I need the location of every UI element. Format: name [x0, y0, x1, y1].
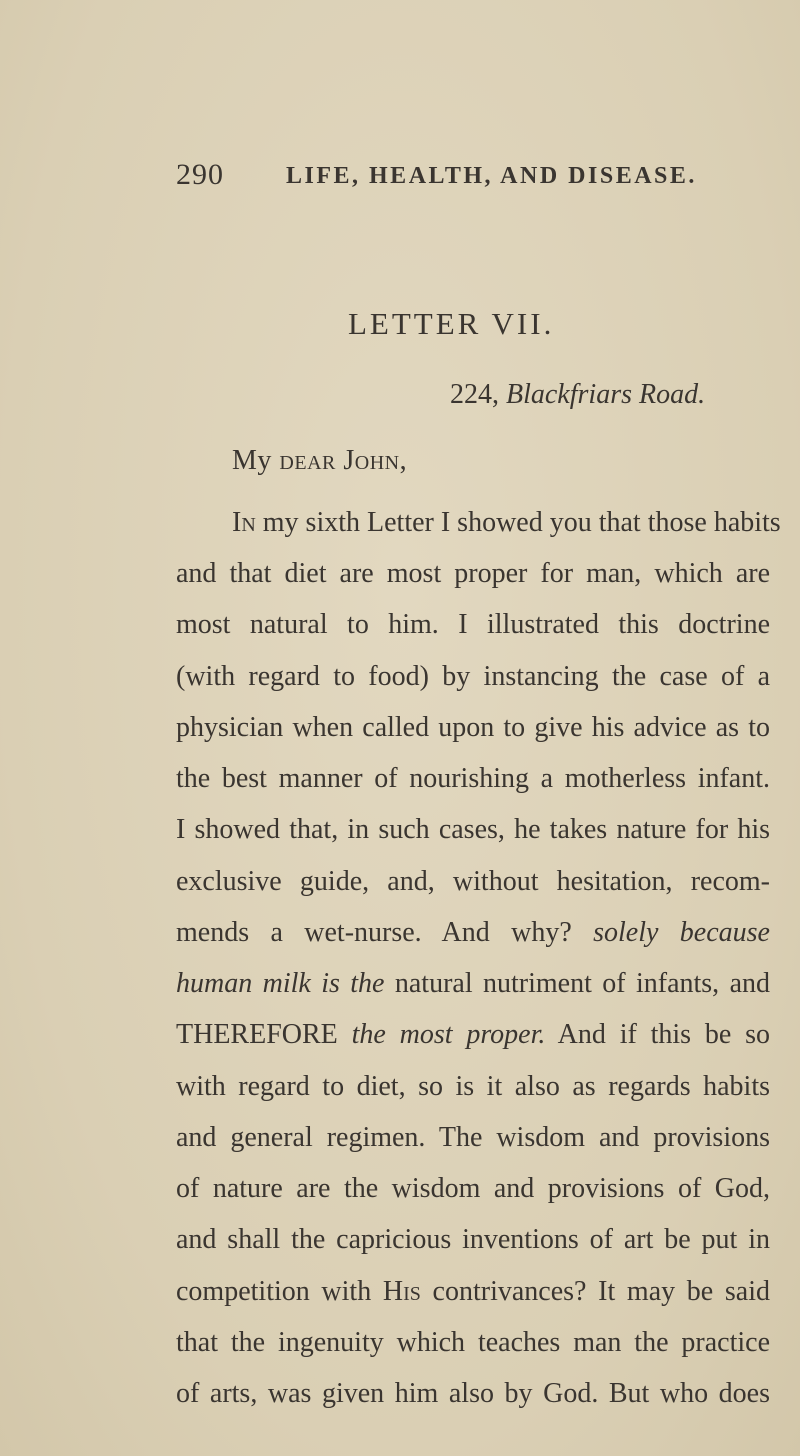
salutation-name: John, [343, 445, 408, 476]
body-line: competition with His contrivances? It may be said [176, 1276, 770, 1307]
body-line: I showed that, in such cases, he takes nature for his [176, 814, 770, 845]
body-line: of arts, was given him also by God. But who does [176, 1378, 770, 1409]
salutation-initial: My [232, 445, 272, 476]
emphasis: His [382, 1276, 421, 1307]
body-line: and shall the capricious inventions of art be put in [176, 1224, 770, 1255]
emphasis: the most proper. [351, 1019, 546, 1050]
body-line: human milk is the natural nutriment of infants, and [176, 968, 770, 999]
salutation [232, 445, 407, 477]
salutation-dear: dear [279, 445, 336, 476]
body-line: most natural to him. I illustrated this doctrine [176, 609, 770, 640]
address-street: Blackfriars Road. [506, 379, 706, 410]
letter-address [450, 379, 705, 411]
address-number: 224, [450, 379, 499, 410]
body-line: and general regimen. The wisdom and provisions [176, 1122, 770, 1153]
emphasis: solely because [593, 917, 770, 948]
running-title: LIFE, HEALTH, AND DISEASE. [286, 163, 697, 189]
body-line: of nature are the wisdom and provisions of God, [176, 1173, 770, 1204]
body-line: and that diet are most proper for man, which are [176, 558, 770, 589]
letter-heading: LETTER VII. [348, 306, 555, 341]
body-line: mends a wet-nurse. And why? solely because [176, 917, 770, 948]
body-line: exclusive guide, and, without hesitation, recom- [176, 866, 770, 897]
emphasis: human milk is the [176, 968, 385, 999]
body-line: physician when called upon to give his advice as to [176, 712, 770, 743]
drop-start: In [232, 507, 256, 538]
page-number: 290 [176, 158, 224, 191]
body-line: THEREFORE the most proper. And if this be so [176, 1019, 771, 1050]
body-line: In my sixth Letter I showed you that those habits [232, 507, 781, 538]
body-line: that the ingenuity which teaches man the practice [176, 1327, 770, 1358]
body-line: (with regard to food) by instancing the case of a [176, 661, 770, 692]
body-line: the best manner of nourishing a motherless infant. [176, 763, 770, 794]
body-line: with regard to diet, so is it also as regards habits [176, 1071, 770, 1102]
